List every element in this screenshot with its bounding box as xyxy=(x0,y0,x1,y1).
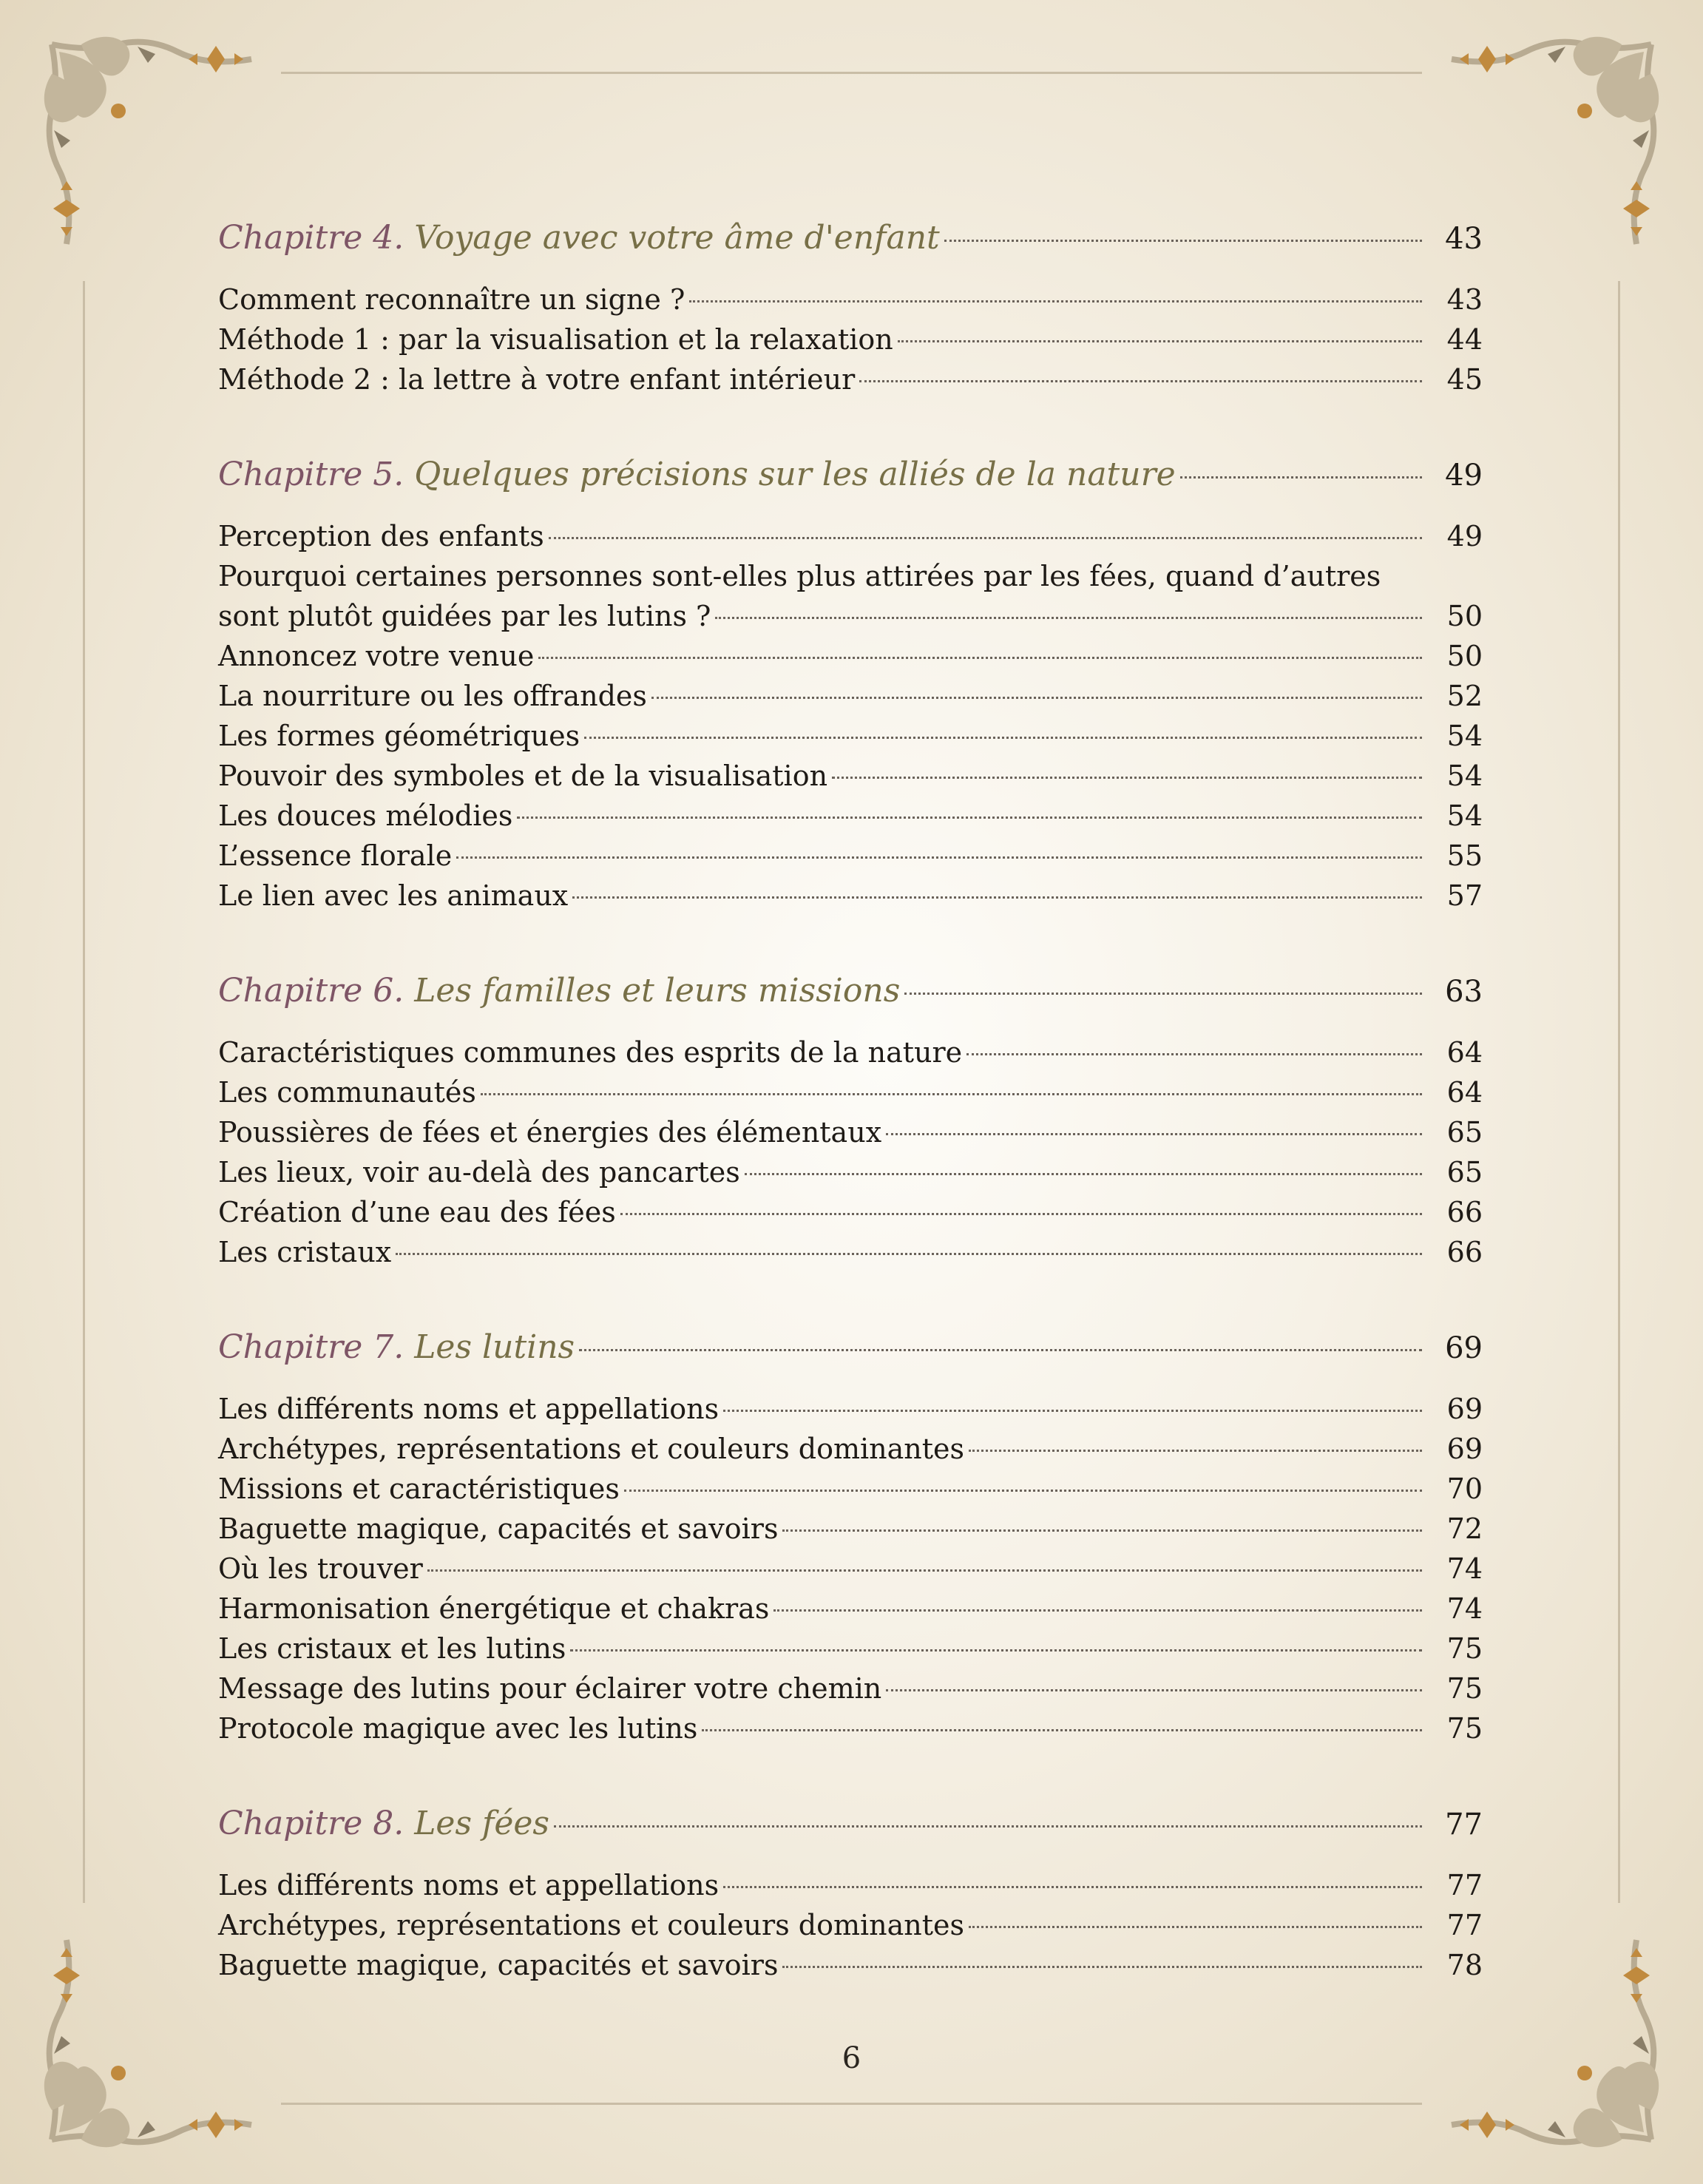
entry-page-number: 75 xyxy=(1446,1712,1483,1745)
toc-entry-multiline[interactable] xyxy=(218,556,1483,636)
entry-title: Caractéristiques communes des esprits de la nature xyxy=(218,1036,963,1069)
toc-entry[interactable] xyxy=(218,1509,1483,1549)
entry-page-number: 55 xyxy=(1446,839,1483,872)
toc-entry[interactable] xyxy=(218,1708,1483,1748)
chapter-number: Chapitre 4. xyxy=(218,219,404,257)
dot-leader xyxy=(427,1569,1422,1572)
dot-leader xyxy=(898,340,1422,342)
chapter-name: Quelques précisions sur les alliés de la nature xyxy=(414,456,1176,493)
dot-leader xyxy=(832,777,1422,779)
toc-entry[interactable] xyxy=(218,676,1483,716)
chapter-5 xyxy=(218,442,1483,916)
dot-leader xyxy=(782,1529,1422,1532)
chapter-title xyxy=(218,442,1176,507)
chapter-name: Les fées xyxy=(414,1805,549,1842)
chapter-heading[interactable] xyxy=(218,1791,1483,1856)
entry-title: Les douces mélodies xyxy=(218,799,513,832)
entry-title-line-1: Pourquoi certaines personnes sont-elles plus attirées par les fées, quand d’autres xyxy=(218,560,1381,592)
toc-entry[interactable] xyxy=(218,1032,1483,1072)
dot-leader xyxy=(702,1729,1422,1731)
entry-page-number: 74 xyxy=(1446,1592,1483,1625)
toc-entry[interactable] xyxy=(218,1629,1483,1669)
dot-leader xyxy=(481,1093,1422,1095)
toc-entry[interactable] xyxy=(218,1589,1483,1629)
entry-title: L’essence florale xyxy=(218,839,453,872)
chapter-name: Les familles et leurs missions xyxy=(414,972,901,1010)
toc-entry[interactable] xyxy=(218,1905,1483,1945)
entry-title: Où les trouver xyxy=(218,1552,423,1585)
entry-page-number: 65 xyxy=(1446,1156,1483,1189)
entry-title: Les différents noms et appellations xyxy=(218,1393,720,1425)
entry-page-number: 64 xyxy=(1446,1076,1483,1109)
entry-title: Comment reconnaître un signe ? xyxy=(218,283,685,316)
entry-page-number: 52 xyxy=(1446,680,1483,712)
dot-leader xyxy=(966,1053,1422,1055)
entry-title: Archétypes, représentations et couleurs dominantes xyxy=(218,1433,965,1465)
page-number: 6 xyxy=(842,2041,861,2075)
chapter-title xyxy=(218,1315,575,1380)
dot-leader xyxy=(517,817,1422,819)
frame-left-line xyxy=(83,281,85,1903)
entry-title: Harmonisation énergétique et chakras xyxy=(218,1592,770,1625)
frame-right-line xyxy=(1618,281,1620,1903)
chapter-title xyxy=(218,206,940,271)
dot-leader xyxy=(969,1926,1422,1928)
toc-entry[interactable] xyxy=(218,1429,1483,1469)
toc-entry[interactable] xyxy=(218,1232,1483,1272)
entry-title: Poussières de fées et énergies des élémentaux xyxy=(218,1116,882,1149)
dot-leader xyxy=(723,1410,1422,1412)
dot-leader xyxy=(396,1253,1422,1255)
entry-title: Perception des enfants xyxy=(218,520,544,552)
dot-leader xyxy=(1180,476,1422,479)
toc-entry[interactable] xyxy=(218,516,1483,556)
entry-title: Annoncez votre venue xyxy=(218,640,535,672)
entry-title: Baguette magique, capacités et savoirs xyxy=(218,1949,779,1981)
dot-leader xyxy=(584,737,1422,739)
chapter-heading[interactable] xyxy=(218,959,1483,1024)
chapter-heading[interactable] xyxy=(218,206,1483,271)
entry-title: Méthode 1 : par la visualisation et la relaxation xyxy=(218,323,893,356)
chapter-4 xyxy=(218,206,1483,399)
entry-page-number: 69 xyxy=(1446,1433,1483,1465)
chapter-number: Chapitre 5. xyxy=(218,456,404,493)
chapter-name: Les lutins xyxy=(414,1328,575,1366)
dot-leader xyxy=(904,993,1422,995)
frame-bottom-line xyxy=(281,2103,1422,2105)
dot-leader xyxy=(572,896,1422,899)
entry-page-number: 44 xyxy=(1446,323,1483,356)
entry-page-number: 77 xyxy=(1446,1909,1483,1941)
entry-title: Les communautés xyxy=(218,1076,476,1109)
dot-leader xyxy=(579,1349,1422,1351)
toc-entry[interactable] xyxy=(218,1112,1483,1152)
chapter-title xyxy=(218,959,900,1024)
toc-entry[interactable] xyxy=(218,320,1483,359)
entry-page-number: 49 xyxy=(1446,520,1483,552)
toc-entry[interactable] xyxy=(218,1865,1483,1905)
dot-leader xyxy=(456,856,1422,859)
chapter-8 xyxy=(218,1791,1483,1985)
entry-title: Missions et caractéristiques xyxy=(218,1473,620,1505)
toc-entry[interactable] xyxy=(218,1945,1483,1985)
entry-page-number: 65 xyxy=(1446,1116,1483,1149)
chapter-7 xyxy=(218,1315,1483,1748)
dot-leader xyxy=(886,1133,1422,1135)
dot-leader xyxy=(651,697,1422,699)
chapter-title xyxy=(218,1791,549,1856)
dot-leader xyxy=(554,1825,1422,1828)
entry-page-number: 64 xyxy=(1446,1036,1483,1069)
entry-page-number: 74 xyxy=(1446,1552,1483,1585)
toc-entry[interactable] xyxy=(218,876,1483,916)
dot-leader xyxy=(538,657,1422,659)
toc-entry[interactable] xyxy=(218,1192,1483,1232)
chapter-number: Chapitre 6. xyxy=(218,972,404,1010)
dot-leader xyxy=(944,240,1422,242)
entry-title: Les cristaux xyxy=(218,1236,392,1268)
chapter-heading[interactable] xyxy=(218,442,1483,507)
entry-title: Protocole magique avec les lutins xyxy=(218,1712,698,1745)
entry-title: Les cristaux et les lutins xyxy=(218,1632,566,1665)
toc-entry[interactable] xyxy=(218,796,1483,836)
dot-leader xyxy=(773,1609,1422,1612)
toc-entry[interactable] xyxy=(218,1469,1483,1509)
chapter-page-number: 43 xyxy=(1445,222,1483,256)
toc-entry[interactable] xyxy=(218,280,1483,320)
entry-page-number: 50 xyxy=(1446,640,1483,672)
entry-title: Les différents noms et appellations xyxy=(218,1869,720,1901)
entry-title: Les lieux, voir au-delà des pancartes xyxy=(218,1156,740,1189)
dot-leader xyxy=(859,380,1422,382)
chapter-page-number: 49 xyxy=(1445,459,1483,493)
entry-title: Pouvoir des symboles et de la visualisation xyxy=(218,760,828,792)
entry-page-number: 75 xyxy=(1446,1632,1483,1665)
chapter-name: Voyage avec votre âme d'enfant xyxy=(414,219,940,257)
dot-leader xyxy=(624,1490,1422,1492)
dot-leader xyxy=(745,1173,1422,1175)
toc-entry[interactable] xyxy=(218,1072,1483,1112)
entry-page-number: 75 xyxy=(1446,1672,1483,1705)
toc-entry[interactable] xyxy=(218,359,1483,399)
chapter-number: Chapitre 7. xyxy=(218,1328,404,1366)
chapter-number: Chapitre 8. xyxy=(218,1805,404,1842)
entry-title: Création d’une eau des fées xyxy=(218,1196,616,1228)
entry-title-line-2: sont plutôt guidées par les lutins ? xyxy=(218,600,711,632)
entry-page-number: 54 xyxy=(1446,799,1483,832)
toc-entry[interactable] xyxy=(218,1549,1483,1589)
entry-page-number: 54 xyxy=(1446,760,1483,792)
frame-top-line xyxy=(281,72,1422,74)
toc-entry[interactable] xyxy=(218,756,1483,796)
dot-leader xyxy=(782,1966,1422,1968)
entry-title: Message des lutins pour éclairer votre chemin xyxy=(218,1672,882,1705)
entry-page-number: 72 xyxy=(1446,1512,1483,1545)
entry-page-number: 54 xyxy=(1446,720,1483,752)
dot-leader xyxy=(549,537,1422,539)
entry-page-number: 70 xyxy=(1446,1473,1483,1505)
toc-entry[interactable] xyxy=(218,1389,1483,1429)
chapter-6 xyxy=(218,959,1483,1272)
dot-leader xyxy=(715,617,1422,619)
entry-page-number: 43 xyxy=(1446,283,1483,316)
chapter-heading[interactable] xyxy=(218,1315,1483,1380)
table-of-contents xyxy=(218,206,1483,2028)
dot-leader xyxy=(969,1450,1422,1452)
dot-leader xyxy=(570,1649,1422,1651)
entry-title: Les formes géométriques xyxy=(218,720,580,752)
entry-page-number: 69 xyxy=(1446,1393,1483,1425)
entry-page-number: 50 xyxy=(1446,600,1483,632)
chapter-page-number: 77 xyxy=(1445,1808,1483,1842)
toc-entry[interactable] xyxy=(218,1152,1483,1192)
entry-title: Le lien avec les animaux xyxy=(218,879,569,912)
entry-page-number: 57 xyxy=(1446,879,1483,912)
dot-leader xyxy=(689,300,1422,302)
dot-leader xyxy=(886,1689,1422,1691)
chapter-page-number: 69 xyxy=(1445,1331,1483,1365)
entry-title: Baguette magique, capacités et savoirs xyxy=(218,1512,779,1545)
entry-page-number: 45 xyxy=(1446,363,1483,396)
dot-leader xyxy=(620,1213,1422,1215)
entry-title: La nourriture ou les offrandes xyxy=(218,680,647,712)
entry-page-number: 66 xyxy=(1446,1196,1483,1228)
dot-leader xyxy=(723,1886,1422,1888)
toc-entry[interactable] xyxy=(218,836,1483,876)
entry-title: Méthode 2 : la lettre à votre enfant intérieur xyxy=(218,363,856,396)
entry-page-number: 66 xyxy=(1446,1236,1483,1268)
toc-entry[interactable] xyxy=(218,1669,1483,1708)
chapter-page-number: 63 xyxy=(1445,975,1483,1009)
entry-title: Archétypes, représentations et couleurs dominantes xyxy=(218,1909,965,1941)
entry-page-number: 77 xyxy=(1446,1869,1483,1901)
toc-entry[interactable] xyxy=(218,716,1483,756)
toc-entry[interactable] xyxy=(218,636,1483,676)
entry-page-number: 78 xyxy=(1446,1949,1483,1981)
